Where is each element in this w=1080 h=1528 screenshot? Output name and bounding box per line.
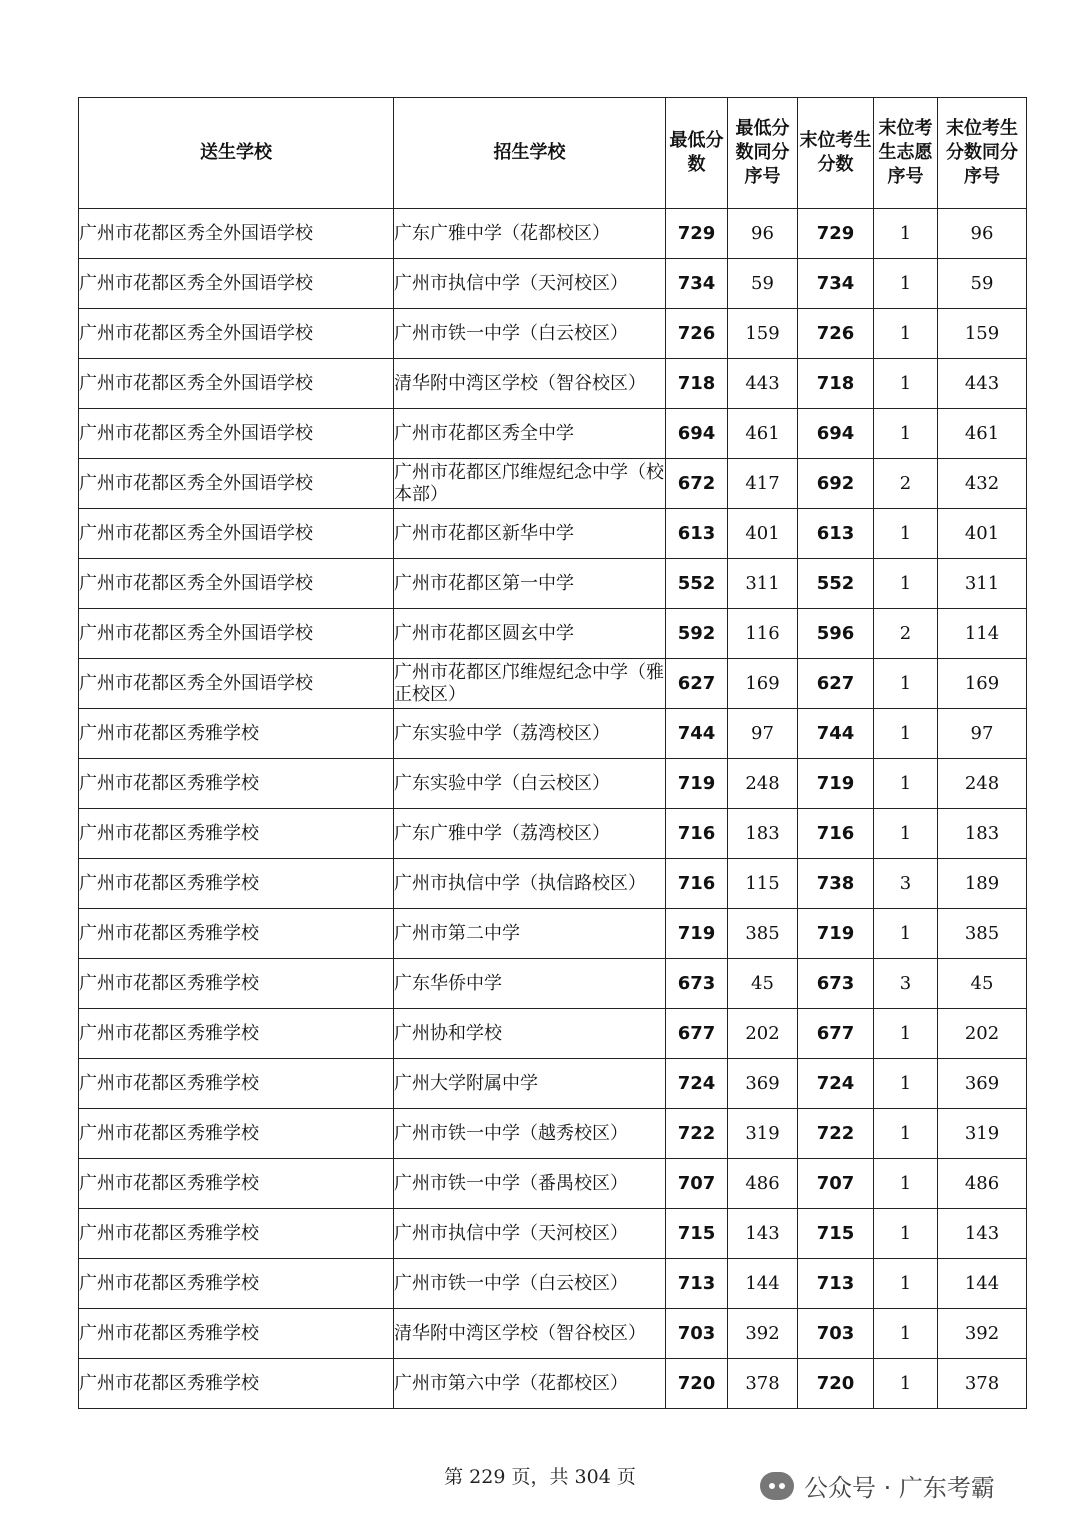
cell-sending-school: 广州市花都区秀雅学校 [79, 1009, 394, 1059]
table-row [79, 1159, 1027, 1209]
cell-admitting-school: 清华附中湾区学校（智谷校区） [394, 1309, 666, 1359]
cell-last-score-rank: 96 [938, 209, 1027, 259]
table-row [79, 459, 1027, 509]
cell-sending-school: 广州市花都区秀雅学校 [79, 1359, 394, 1409]
cell-sending-school: 广州市花都区秀雅学校 [79, 1059, 394, 1109]
cell-admitting-school: 广州市铁一中学（番禺校区） [394, 1159, 666, 1209]
watermark [760, 1468, 995, 1503]
cell-min-score: 718 [666, 359, 728, 409]
cell-admitting-school: 广东实验中学（荔湾校区） [394, 709, 666, 759]
cell-sending-school: 广州市花都区秀全外国语学校 [79, 259, 394, 309]
cell-last-score: 744 [798, 709, 874, 759]
cell-last-score-rank: 385 [938, 909, 1027, 959]
cell-admitting-school: 广州市第六中学（花都校区） [394, 1359, 666, 1409]
cell-min-score-rank: 248 [728, 759, 798, 809]
cell-last-score-rank: 319 [938, 1109, 1027, 1159]
cell-sending-school: 广州市花都区秀雅学校 [79, 759, 394, 809]
cell-sending-school: 广州市花都区秀全外国语学校 [79, 659, 394, 709]
cell-last-choice: 1 [874, 1309, 938, 1359]
table-row [79, 509, 1027, 559]
table-row [79, 959, 1027, 1009]
cell-min-score-rank: 378 [728, 1359, 798, 1409]
cell-min-score-rank: 392 [728, 1309, 798, 1359]
header-last-score: 末位考生分数 [798, 98, 874, 209]
cell-min-score: 715 [666, 1209, 728, 1259]
table-row [79, 609, 1027, 659]
header-last-score-rank: 末位考生分数同分序号 [938, 98, 1027, 209]
cell-last-choice: 1 [874, 809, 938, 859]
cell-sending-school: 广州市花都区秀全外国语学校 [79, 309, 394, 359]
cell-last-score-rank: 248 [938, 759, 1027, 809]
cell-admitting-school: 广州市花都区邝维煜纪念中学（校本部） [394, 459, 666, 509]
cell-last-choice: 1 [874, 1009, 938, 1059]
cell-admitting-school: 广东广雅中学（花都校区） [394, 209, 666, 259]
cell-last-score: 673 [798, 959, 874, 1009]
cell-last-score-rank: 59 [938, 259, 1027, 309]
cell-min-score: 719 [666, 759, 728, 809]
table-header-row [79, 98, 1027, 209]
cell-min-score: 716 [666, 859, 728, 909]
header-min-score: 最低分数 [666, 98, 728, 209]
table-row [79, 859, 1027, 909]
cell-admitting-school: 广州市花都区邝维煜纪念中学（雅正校区） [394, 659, 666, 709]
cell-admitting-school: 清华附中湾区学校（智谷校区） [394, 359, 666, 409]
table-row [79, 259, 1027, 309]
cell-min-score: 703 [666, 1309, 728, 1359]
cell-min-score-rank: 159 [728, 309, 798, 359]
cell-last-choice: 1 [874, 1159, 938, 1209]
cell-min-score-rank: 183 [728, 809, 798, 859]
cell-min-score-rank: 417 [728, 459, 798, 509]
cell-sending-school: 广州市花都区秀雅学校 [79, 859, 394, 909]
cell-min-score: 720 [666, 1359, 728, 1409]
table-body [79, 209, 1027, 1409]
header-last-choice: 末位考生志愿序号 [874, 98, 938, 209]
cell-last-choice: 1 [874, 759, 938, 809]
cell-last-score-rank: 159 [938, 309, 1027, 359]
table-row [79, 709, 1027, 759]
cell-min-score-rank: 169 [728, 659, 798, 709]
cell-last-score: 738 [798, 859, 874, 909]
cell-last-choice: 1 [874, 659, 938, 709]
cell-last-score-rank: 114 [938, 609, 1027, 659]
cell-min-score-rank: 115 [728, 859, 798, 909]
admission-table [78, 97, 1027, 1409]
cell-min-score: 627 [666, 659, 728, 709]
cell-min-score: 722 [666, 1109, 728, 1159]
cell-last-score: 707 [798, 1159, 874, 1209]
cell-admitting-school: 广州协和学校 [394, 1009, 666, 1059]
cell-last-choice: 1 [874, 1109, 938, 1159]
cell-admitting-school: 广州市铁一中学（白云校区） [394, 1259, 666, 1309]
cell-admitting-school: 广州市执信中学（天河校区） [394, 259, 666, 309]
table-row [79, 1309, 1027, 1359]
cell-last-choice: 1 [874, 209, 938, 259]
cell-sending-school: 广州市花都区秀雅学校 [79, 809, 394, 859]
cell-sending-school: 广州市花都区秀全外国语学校 [79, 359, 394, 409]
table-row [79, 1359, 1027, 1409]
table-row [79, 909, 1027, 959]
cell-last-score-rank: 461 [938, 409, 1027, 459]
wechat-icon [760, 1472, 794, 1500]
cell-min-score: 707 [666, 1159, 728, 1209]
cell-min-score-rank: 369 [728, 1059, 798, 1109]
cell-last-score: 713 [798, 1259, 874, 1309]
cell-last-score-rank: 202 [938, 1009, 1027, 1059]
cell-last-choice: 2 [874, 609, 938, 659]
cell-last-choice: 1 [874, 259, 938, 309]
cell-min-score: 713 [666, 1259, 728, 1309]
cell-sending-school: 广州市花都区秀全外国语学校 [79, 409, 394, 459]
cell-sending-school: 广州市花都区秀雅学校 [79, 1109, 394, 1159]
cell-last-score: 715 [798, 1209, 874, 1259]
cell-sending-school: 广州市花都区秀雅学校 [79, 1159, 394, 1209]
cell-last-score-rank: 443 [938, 359, 1027, 409]
cell-min-score: 734 [666, 259, 728, 309]
cell-min-score: 592 [666, 609, 728, 659]
cell-min-score: 724 [666, 1059, 728, 1109]
cell-last-score: 703 [798, 1309, 874, 1359]
cell-last-score: 718 [798, 359, 874, 409]
cell-last-score: 719 [798, 909, 874, 959]
cell-admitting-school: 广州市执信中学（执信路校区） [394, 859, 666, 909]
cell-last-score: 627 [798, 659, 874, 709]
cell-min-score: 552 [666, 559, 728, 609]
table-row [79, 759, 1027, 809]
cell-last-score-rank: 369 [938, 1059, 1027, 1109]
cell-min-score-rank: 59 [728, 259, 798, 309]
cell-last-choice: 1 [874, 559, 938, 609]
cell-sending-school: 广州市花都区秀全外国语学校 [79, 459, 394, 509]
cell-min-score-rank: 116 [728, 609, 798, 659]
cell-last-score-rank: 486 [938, 1159, 1027, 1209]
header-admitting-school: 招生学校 [394, 98, 666, 209]
cell-last-score: 726 [798, 309, 874, 359]
cell-last-score-rank: 378 [938, 1359, 1027, 1409]
cell-min-score-rank: 96 [728, 209, 798, 259]
table-row [79, 1209, 1027, 1259]
cell-last-score-rank: 143 [938, 1209, 1027, 1259]
header-min-score-rank: 最低分数同分序号 [728, 98, 798, 209]
table-row [79, 809, 1027, 859]
cell-admitting-school: 广州市第二中学 [394, 909, 666, 959]
cell-admitting-school: 广州大学附属中学 [394, 1059, 666, 1109]
table-row [79, 1259, 1027, 1309]
cell-last-score-rank: 144 [938, 1259, 1027, 1309]
cell-last-choice: 1 [874, 509, 938, 559]
table-row [79, 409, 1027, 459]
table-row [79, 309, 1027, 359]
cell-min-score-rank: 461 [728, 409, 798, 459]
page-number: 第 229 页，共 304 页 [444, 1466, 636, 1488]
cell-admitting-school: 广州市铁一中学（白云校区） [394, 309, 666, 359]
cell-last-score: 613 [798, 509, 874, 559]
cell-min-score: 729 [666, 209, 728, 259]
cell-admitting-school: 广州市执信中学（天河校区） [394, 1209, 666, 1259]
cell-sending-school: 广州市花都区秀全外国语学校 [79, 209, 394, 259]
table-row [79, 1009, 1027, 1059]
cell-min-score-rank: 401 [728, 509, 798, 559]
table-row [79, 209, 1027, 259]
cell-admitting-school: 广州市花都区圆玄中学 [394, 609, 666, 659]
cell-last-choice: 3 [874, 859, 938, 909]
cell-last-choice: 1 [874, 1259, 938, 1309]
cell-sending-school: 广州市花都区秀全外国语学校 [79, 609, 394, 659]
cell-last-choice: 1 [874, 359, 938, 409]
cell-min-score-rank: 143 [728, 1209, 798, 1259]
cell-last-score: 722 [798, 1109, 874, 1159]
cell-min-score: 673 [666, 959, 728, 1009]
cell-sending-school: 广州市花都区秀雅学校 [79, 909, 394, 959]
cell-last-score-rank: 97 [938, 709, 1027, 759]
cell-last-score: 734 [798, 259, 874, 309]
cell-min-score-rank: 319 [728, 1109, 798, 1159]
cell-min-score-rank: 97 [728, 709, 798, 759]
cell-last-score: 552 [798, 559, 874, 609]
cell-last-score: 692 [798, 459, 874, 509]
cell-min-score: 613 [666, 509, 728, 559]
cell-last-score: 729 [798, 209, 874, 259]
header-sending-school: 送生学校 [79, 98, 394, 209]
cell-last-score: 677 [798, 1009, 874, 1059]
cell-min-score: 716 [666, 809, 728, 859]
cell-last-choice: 1 [874, 709, 938, 759]
cell-last-score-rank: 183 [938, 809, 1027, 859]
cell-sending-school: 广州市花都区秀雅学校 [79, 1259, 394, 1309]
cell-min-score: 726 [666, 309, 728, 359]
cell-sending-school: 广州市花都区秀全外国语学校 [79, 509, 394, 559]
cell-min-score-rank: 144 [728, 1259, 798, 1309]
cell-last-score-rank: 169 [938, 659, 1027, 709]
table-row [79, 1109, 1027, 1159]
cell-last-score-rank: 311 [938, 559, 1027, 609]
table-row [79, 359, 1027, 409]
cell-last-choice: 1 [874, 909, 938, 959]
cell-admitting-school: 广东华侨中学 [394, 959, 666, 1009]
cell-min-score-rank: 311 [728, 559, 798, 609]
cell-admitting-school: 广州市花都区第一中学 [394, 559, 666, 609]
cell-admitting-school: 广州市花都区新华中学 [394, 509, 666, 559]
cell-last-score: 694 [798, 409, 874, 459]
cell-last-choice: 1 [874, 409, 938, 459]
cell-last-score-rank: 45 [938, 959, 1027, 1009]
cell-last-score-rank: 432 [938, 459, 1027, 509]
cell-last-score: 719 [798, 759, 874, 809]
cell-sending-school: 广州市花都区秀全外国语学校 [79, 559, 394, 609]
cell-min-score-rank: 202 [728, 1009, 798, 1059]
cell-last-choice: 1 [874, 1059, 938, 1109]
cell-last-score-rank: 401 [938, 509, 1027, 559]
cell-admitting-school: 广东广雅中学（荔湾校区） [394, 809, 666, 859]
cell-sending-school: 广州市花都区秀雅学校 [79, 1309, 394, 1359]
cell-min-score: 694 [666, 409, 728, 459]
cell-admitting-school: 广州市花都区秀全中学 [394, 409, 666, 459]
cell-min-score: 719 [666, 909, 728, 959]
cell-min-score-rank: 486 [728, 1159, 798, 1209]
cell-min-score: 672 [666, 459, 728, 509]
cell-sending-school: 广州市花都区秀雅学校 [79, 1209, 394, 1259]
cell-last-score: 724 [798, 1059, 874, 1109]
cell-last-score-rank: 392 [938, 1309, 1027, 1359]
cell-last-score: 596 [798, 609, 874, 659]
cell-last-choice: 2 [874, 459, 938, 509]
cell-last-choice: 1 [874, 309, 938, 359]
cell-min-score: 744 [666, 709, 728, 759]
cell-last-choice: 3 [874, 959, 938, 1009]
cell-min-score-rank: 45 [728, 959, 798, 1009]
table-row [79, 659, 1027, 709]
cell-last-score: 716 [798, 809, 874, 859]
cell-sending-school: 广州市花都区秀雅学校 [79, 959, 394, 1009]
cell-min-score-rank: 443 [728, 359, 798, 409]
cell-min-score: 677 [666, 1009, 728, 1059]
cell-admitting-school: 广州市铁一中学（越秀校区） [394, 1109, 666, 1159]
watermark-text: 公众号 · 广东考霸 [804, 1474, 995, 1502]
cell-last-choice: 1 [874, 1359, 938, 1409]
cell-last-score: 720 [798, 1359, 874, 1409]
table-row [79, 559, 1027, 609]
cell-last-score-rank: 189 [938, 859, 1027, 909]
cell-last-choice: 1 [874, 1209, 938, 1259]
cell-min-score-rank: 385 [728, 909, 798, 959]
cell-admitting-school: 广东实验中学（白云校区） [394, 759, 666, 809]
cell-sending-school: 广州市花都区秀雅学校 [79, 709, 394, 759]
table-row [79, 1059, 1027, 1109]
